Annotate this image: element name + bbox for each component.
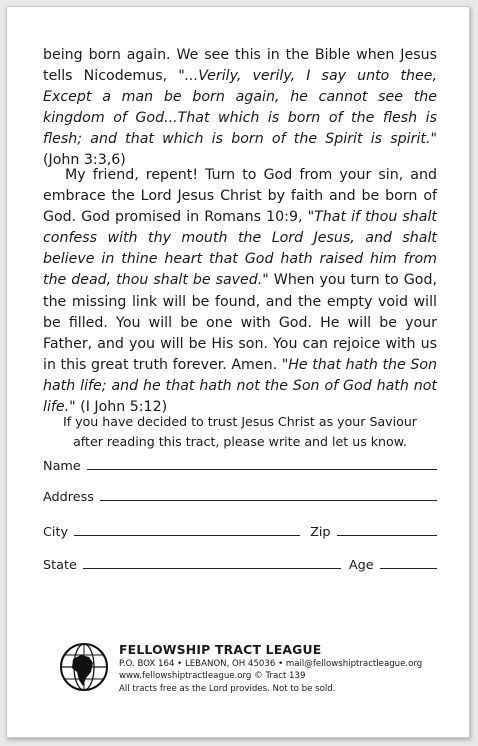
name-label: Name <box>43 459 81 474</box>
name-field[interactable] <box>43 452 437 474</box>
invitation-text <box>43 412 437 451</box>
state-age-row <box>43 551 437 573</box>
name-line[interactable] <box>87 468 437 470</box>
free-notice: All tracts free as the Lord provides. Not to be sold. <box>119 683 336 694</box>
paragraph-born-again <box>43 45 437 172</box>
address-field[interactable] <box>43 483 437 505</box>
publisher-footer <box>59 642 439 712</box>
state-line[interactable] <box>83 567 341 569</box>
org-address: P.O. BOX 164 • LEBANON, OH 45036 • mail@fellowshiptractleague.org <box>119 659 423 669</box>
invitation-line-2: after reading this tract, please write and let us know. <box>73 433 407 449</box>
state-label: State <box>43 558 77 573</box>
address-label: Address <box>43 490 94 505</box>
city-line[interactable] <box>74 534 300 536</box>
org-website: www.fellowshiptractleague.org © Tract 139 <box>119 671 306 682</box>
tract-page <box>6 6 470 738</box>
city-label: City <box>43 525 69 540</box>
globe-logo-icon <box>59 642 109 692</box>
invitation-line-1: If you have decided to trust Jesus Christ as your Saviour <box>62 414 417 429</box>
p2-text-a: My friend, repent! Turn to God from your sin, and embrace the Lord Jesus Christ by faith and be born of God. God promised in Romans 10:9, <box>43 167 437 226</box>
footer-text <box>119 642 449 695</box>
p2-quote-john: "He that hath the Son hath life; and he that hath not the Son of God hath not life." <box>43 356 437 416</box>
p1-text-a: being born again. We see this in the Bible when Jesus tells Nicodemus, " <box>43 47 437 85</box>
paragraph-repent <box>43 165 437 418</box>
p1-reference: (John 3:3,6) <box>43 152 126 169</box>
zip-line[interactable] <box>337 534 437 536</box>
org-name: FELLOWSHIP TRACT LEAGUE <box>119 642 322 657</box>
p2-text-b: When you turn to God, the missing link will be found, and the empty void will be filled. You will be one with God. He will be your Father, and you will be His son. You can rejoice with us in this great truth forever. Amen. <box>43 272 437 373</box>
age-line[interactable] <box>380 567 437 569</box>
zip-label: Zip <box>310 525 331 540</box>
p2-quote-romans: "That if thou shalt confess with thy mouth the Lord Jesus, and shalt believe in thine heart that God hath raised him from the dead, thou shalt be saved." <box>43 209 437 289</box>
address-line[interactable] <box>100 499 437 501</box>
p1-quote: ...Verily, verily, I say unto thee, Except a man be born again, he cannot see the kingdom of God...That which is born of the flesh is flesh; and that which is born of the Spirit is spirit." <box>43 68 437 148</box>
age-label: Age <box>348 558 374 573</box>
p2-reference: (I John 5:12) <box>75 399 168 416</box>
city-zip-row <box>43 518 437 540</box>
